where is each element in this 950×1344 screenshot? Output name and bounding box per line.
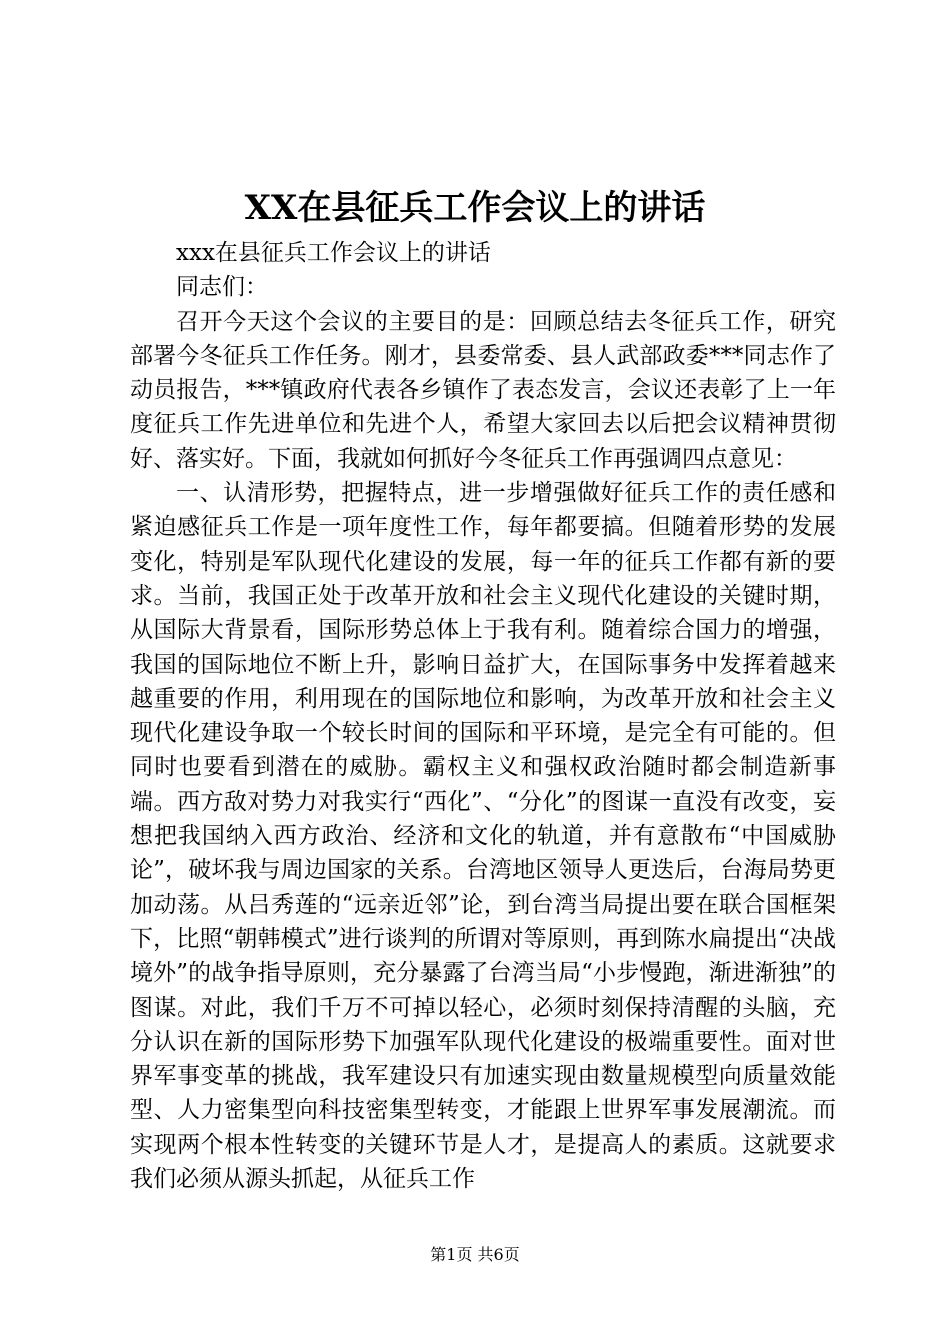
body-paragraph: 一、认清形势，把握特点，进一步增强做好征兵工作的责任感和紧迫感征兵工作是一项年度性工作，每年都要搞。但随着形势的发展变化，特别是军队现代化建设的发展，每一年的征兵工作都有新的要求。当前，我国正处于改革开放和社会主义现代化建设的关键时期，从国际大背景看，国际形势总体上于我有利。随着综合国力的增强，我国的国际地位不断上升，影响日益扩大，在国际事务中发挥着越来越重要的作用，利用现在的国际地位和影响，为改革开放和社会主义现代化建设争取一个较长时间的国际和平环境，是完全有可能的。但同时也要看到潜在的威胁。霸权主义和强权政治随时都会制造新事端。西方敌对势力对我实行“西化”、“分化”的图谋一直没有改变，妄想把我国纳入西方政治、经济和文化的轨道，并有意散布“中国威胁论”，破坏我与周边国家的关系。台湾地区领导人更迭后，台海局势更加动荡。从吕秀莲的“远亲近邻”论，到台湾当局提出要在联合国框架下，比照“朝韩模式”进行谈判的所谓对等原则，再到陈水扁提出“决战境外”的战争指导原则，充分暴露了台湾当局“小步慢跑，渐进渐独”的图谋。对此，我们千万不可掉以轻心，必须时刻保持清醒的头脑，充分认识在新的国际形势下加强军队现代化建设的极端重要性。面对世界军事变革的挑战，我军建设只有加速实现由数量规模型向质量效能型、人力密集型向科技密集型转变，才能跟上世界军事发展潮流。而实现两个根本性转变的关键环节是人才，是提高人的素质。这就要求我们必须从源头抓起，从征兵工作 <box>130 480 836 1193</box>
page-footer: 第1页 共6页 <box>430 1245 520 1264</box>
body-paragraph: 召开今天这个会议的主要目的是：回顾总结去冬征兵工作，研究部署今冬征兵工作任务。刚才，县委常委、县人武部政委***同志作了动员报告，***镇政府代表各乡镇作了表态发言，会议还表彰了上一年度征兵工作先进单位和先进个人，希望大家回去以后把会议精神贯彻好、落实好。下面，我就如何抓好今冬征兵工作再强调四点意见： <box>130 308 836 472</box>
document-title: XX在县征兵工作会议上的讲话 <box>244 188 706 228</box>
speech-heading: xxx在县征兵工作会议上的讲话 <box>176 240 491 266</box>
salutation: 同志们： <box>176 274 268 301</box>
document-body <box>130 236 836 1196</box>
